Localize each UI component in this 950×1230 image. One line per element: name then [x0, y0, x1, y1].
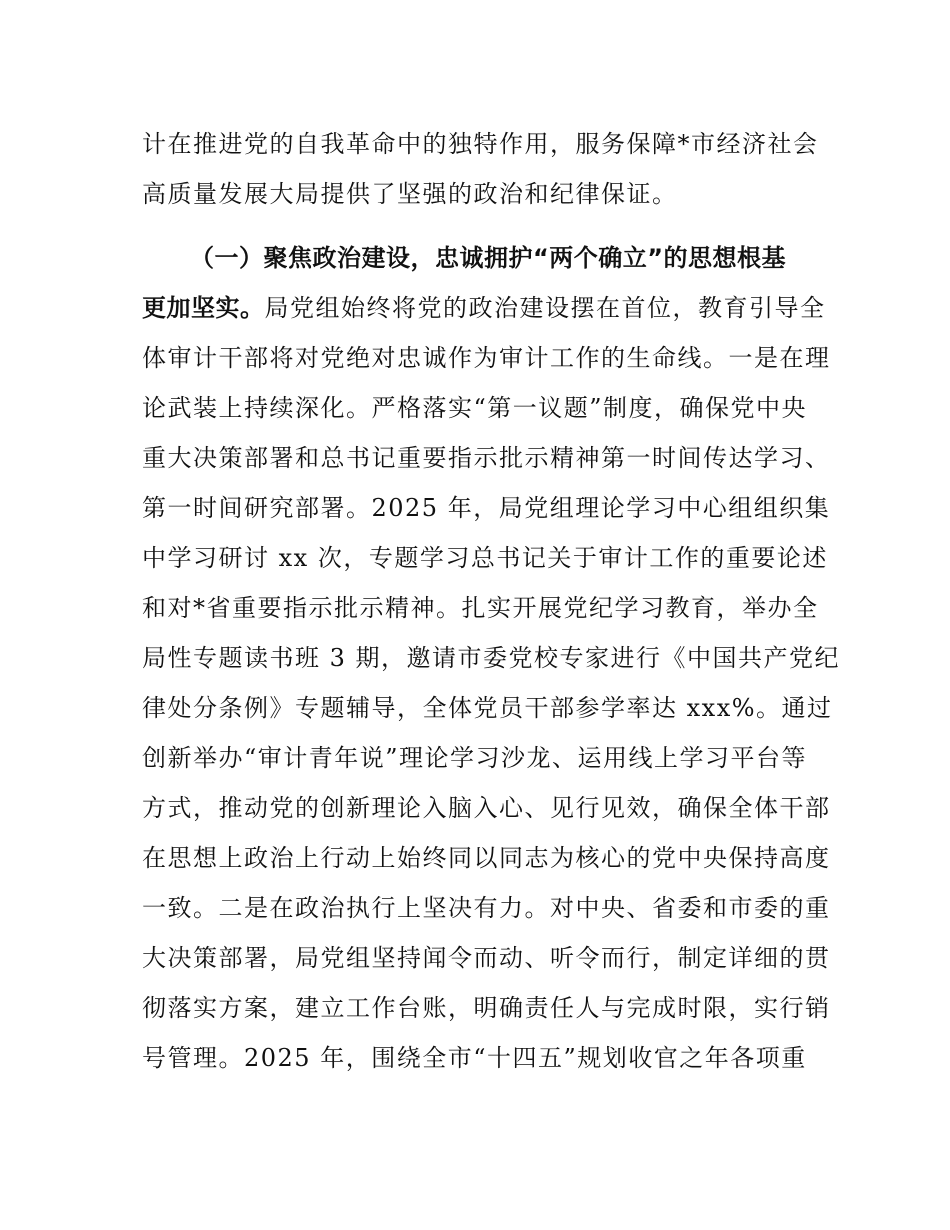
- paragraph-line: 一致。二是在政治执行上坚决有力。对中央、省委和市委的重: [142, 894, 831, 922]
- section-heading: （一）聚焦政治建设，忠诚拥护“两个确立”的思想根基: [190, 244, 787, 272]
- paragraph-line: [142, 288, 826, 328]
- paragraph-line: 彻落实方案，建立工作台账，明确责任人与完成时限，实行销: [142, 994, 831, 1022]
- paragraph-line: 和对*省重要指示批示精神。扎实开展党纪学习教育，举办全: [142, 594, 819, 622]
- paragraph-line: 号管理。2025 年，围绕全市“十四五”规划收官之年各项重: [142, 1044, 807, 1072]
- paragraph-line: 方式，推动党的创新理论入脑入心、见行见效，确保全体干部: [142, 794, 831, 822]
- paragraph-line: 重大决策部署和总书记重要指示批示精神第一时间传达学习、: [142, 444, 831, 472]
- paragraph-line: 高质量发展大局提供了坚强的政治和纪律保证。: [142, 180, 678, 208]
- paragraph-line: 论武装上持续深化。严格落实“第一议题”制度，确保党中央: [142, 394, 808, 422]
- paragraph-line: 大决策部署，局党组坚持闻令而动、听令而行，制定详细的贯: [142, 944, 831, 972]
- paragraph-line: 第一时间研究部署。2025 年，局党组理论学习中心组组织集: [142, 494, 831, 522]
- paragraph-line: 计在推进党的自我革命中的独特作用，服务保障*市经济社会: [142, 130, 819, 158]
- paragraph-line: 中学习研讨 xx 次，专题学习总书记关于审计工作的重要论述: [142, 544, 828, 572]
- paragraph-line: 体审计干部将对党绝对忠诚作为审计工作的生命线。一是在理: [142, 344, 831, 372]
- paragraph-line: 律处分条例》专题辅导，全体党员干部参学率达 xxx%。通过: [142, 694, 833, 722]
- paragraph-text: 局党组始终将党的政治建设摆在首位，教育引导全: [264, 294, 826, 322]
- paragraph-line: 创新举办“审计青年说”理论学习沙龙、运用线上学习平台等: [142, 744, 808, 772]
- paragraph-line: 在思想上政治上行动上始终同以同志为核心的党中央保持高度: [142, 844, 831, 872]
- section-heading-end: 更加坚实。: [142, 294, 265, 322]
- paragraph-line: 局性专题读书班 3 期，邀请市委党校专家进行《中国共产党纪: [142, 644, 841, 672]
